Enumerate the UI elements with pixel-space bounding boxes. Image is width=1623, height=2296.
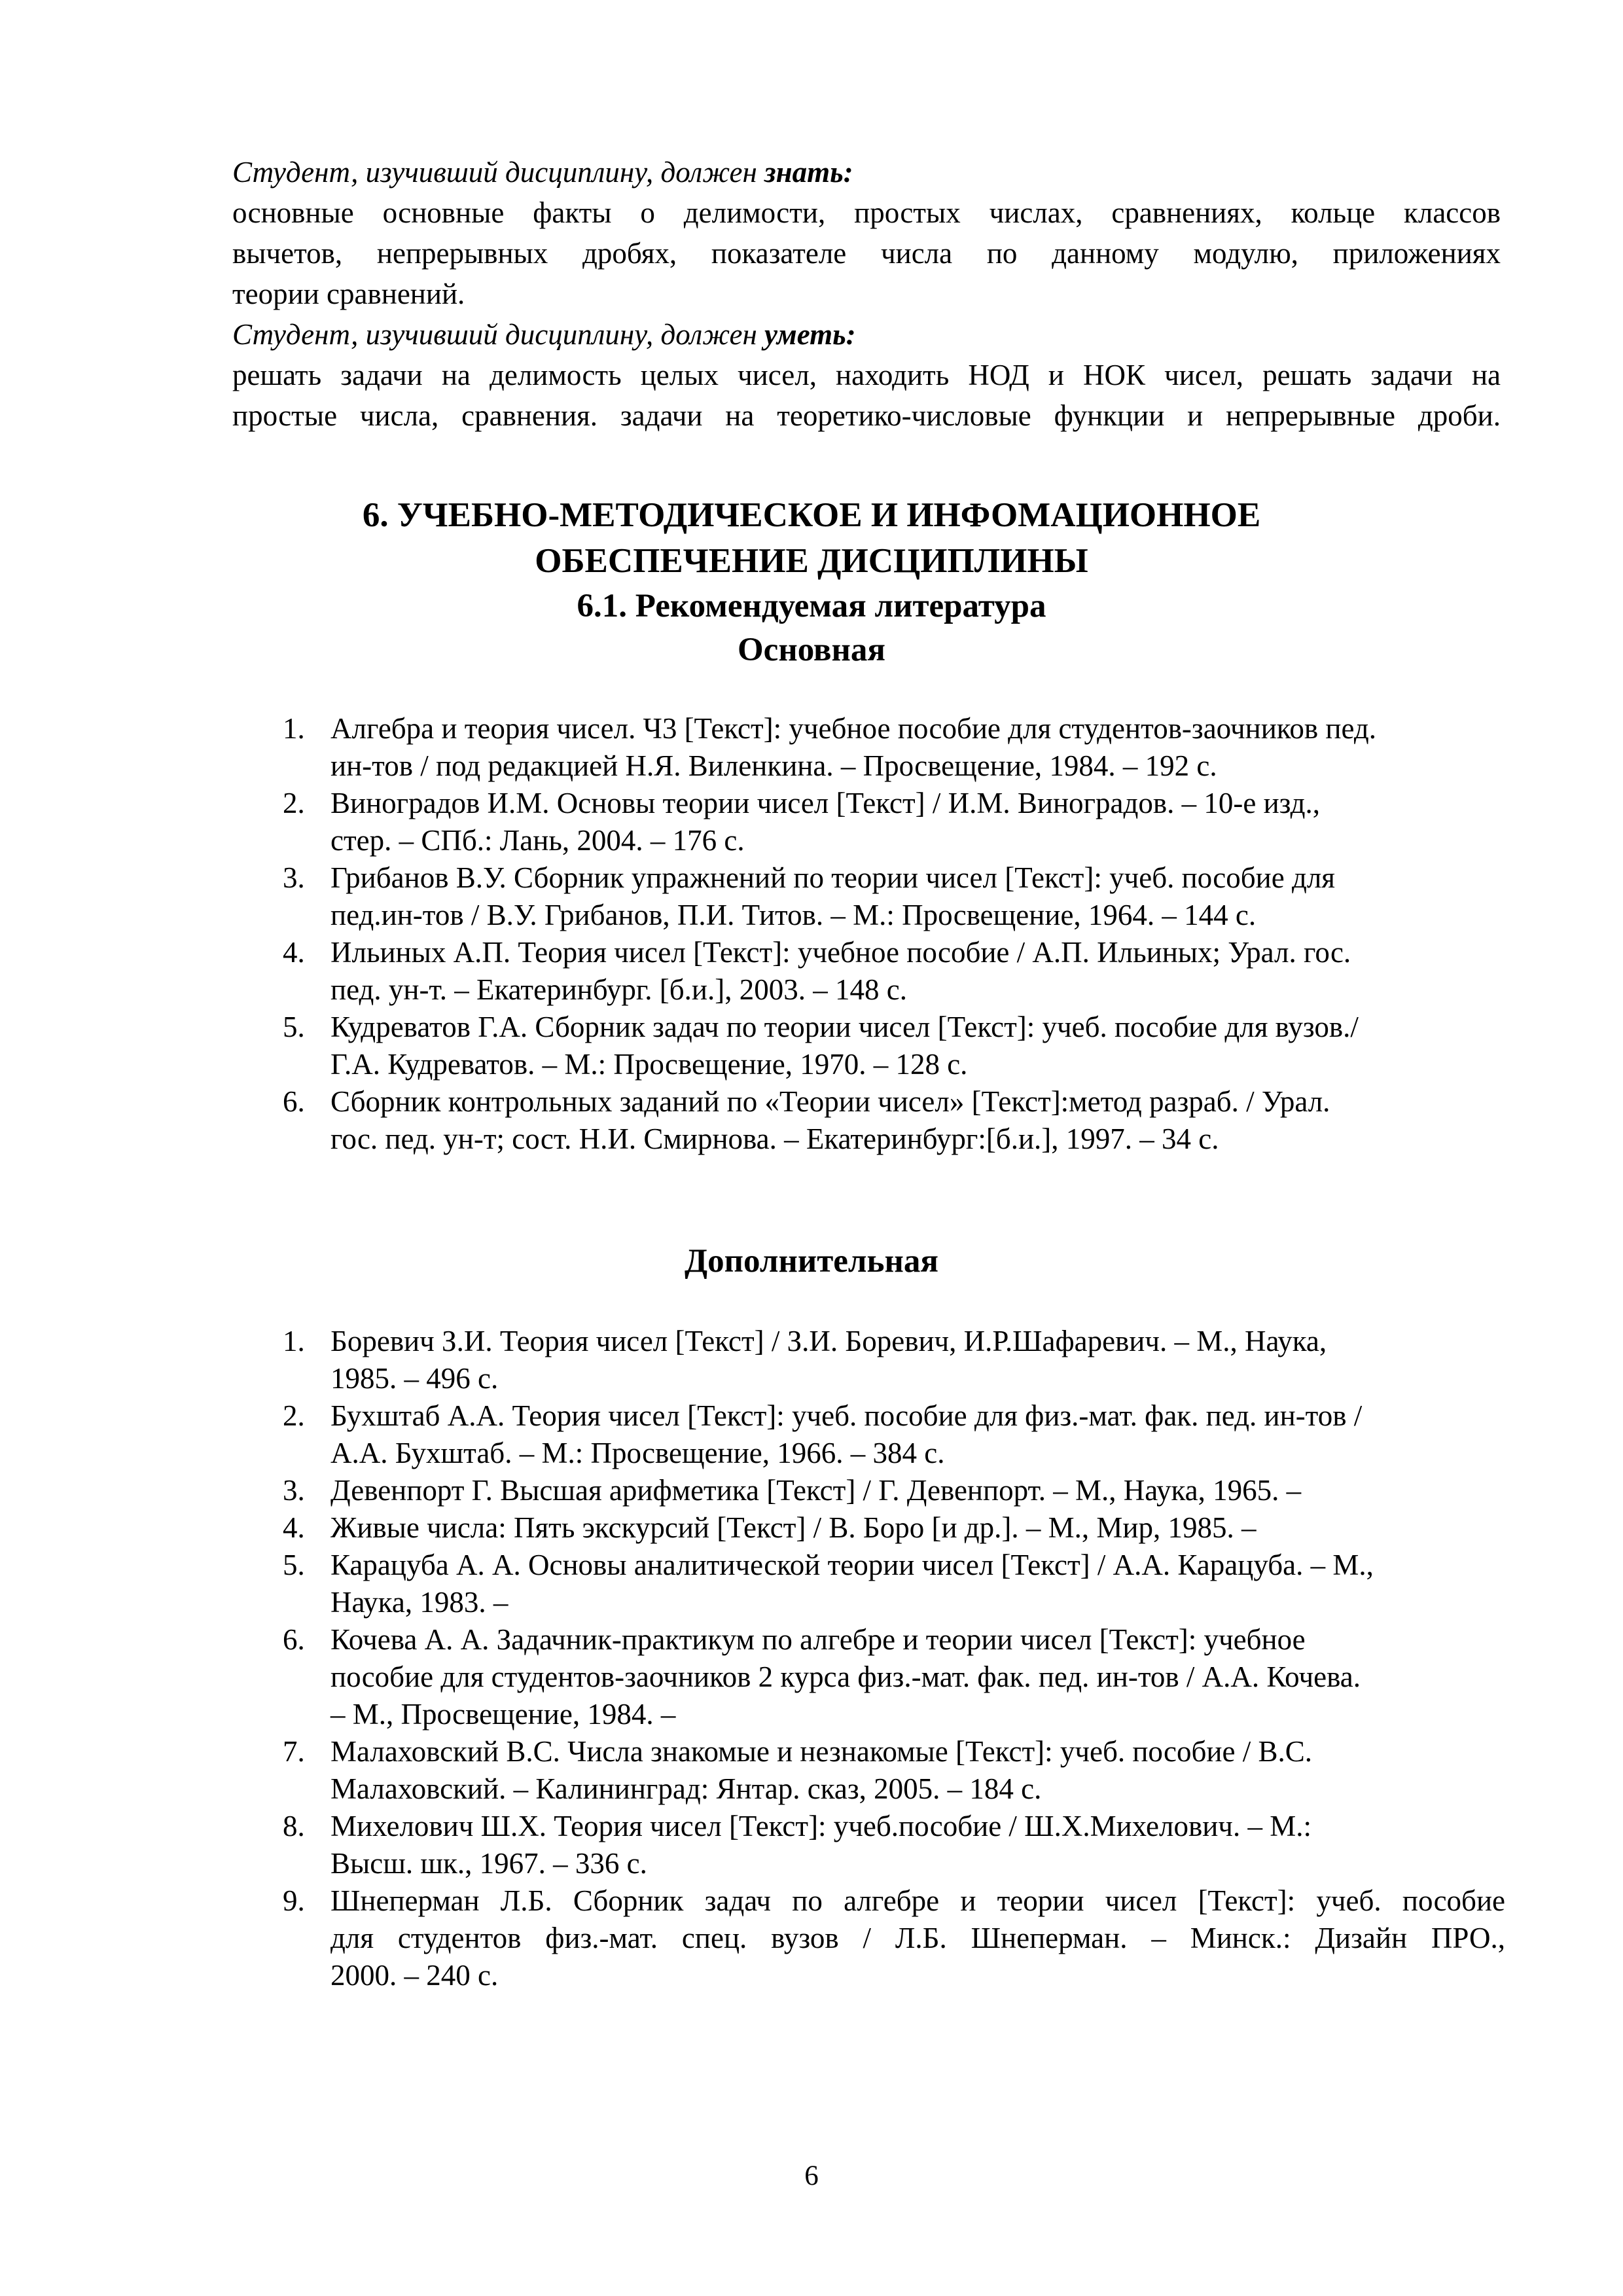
list-item-number: 2. <box>283 787 305 819</box>
list-item-number: 1. <box>283 1325 305 1357</box>
list-item-line: Живые числа: Пять экскурсий [Текст] / В. Боро [и др.]. – М., Мир, 1985. – <box>330 1511 1257 1544</box>
main-literature-heading: Основная <box>738 632 885 668</box>
list-item-number: 8. <box>283 1810 305 1842</box>
list-item-line: Г.А. Кудреватов. – М.: Просвещение, 1970. – 128 с. <box>330 1048 968 1081</box>
know-text-line-2: вычетов, непрерывных дробях, показателе числа по данному модулю, приложениях <box>232 237 1501 270</box>
can-text-line-2: простые числа, сравнения. задачи на теоретико-числовые функции и непрерывные дроби. <box>232 399 1501 432</box>
list-item-line: Высш. шк., 1967. – 336 с. <box>330 1847 647 1880</box>
list-item-line: Сборник контрольных заданий по «Теории чисел» [Текст]:метод разраб. / Урал. <box>330 1085 1330 1118</box>
list-item-line: Кочева А. А. Задачник-практикум по алгебре и теории чисел [Текст]: учебное <box>330 1623 1306 1656</box>
can-label-prefix: Студент, изучивший дисциплину, должен <box>232 318 765 351</box>
list-item-line: Кудреватов Г.А. Сборник задач по теории чисел [Текст]: учеб. пособие для вузов./ <box>330 1011 1359 1043</box>
list-item-line: Виноградов И.М. Основы теории чисел [Текст] / И.М. Виноградов. – 10-е изд., <box>330 787 1321 819</box>
list-item-line: Грибанов В.У. Сборник упражнений по теории чисел [Текст]: учеб. пособие для <box>330 861 1336 894</box>
list-item-line: Шнеперман Л.Б. Сборник задач по алгебре и теории чисел [Текст]: учеб. пособие <box>330 1884 1505 1917</box>
extra-literature-heading: Дополнительная <box>685 1243 938 1280</box>
list-item-line: Алгебра и теория чисел. Ч3 [Текст]: учебное пособие для студентов-заочников пед. <box>330 712 1376 745</box>
list-item-line: Девенпорт Г. Высшая арифметика [Текст] / Г. Девенпорт. – М., Наука, 1965. – <box>330 1474 1302 1507</box>
list-item-number: 4. <box>283 1511 305 1544</box>
list-item-line: Малаховский В.С. Числа знакомые и незнакомые [Текст]: учеб. пособие / В.С. <box>330 1735 1313 1768</box>
list-item-line: Бухштаб А.А. Теория чисел [Текст]: учеб. пособие для физ.-мат. фак. пед. ин-тов / <box>330 1399 1363 1432</box>
list-item-line: – М., Просвещение, 1984. – <box>330 1698 676 1731</box>
list-item-line: пед. ун-т. – Екатеринбург. [б.и.], 2003. – 148 с. <box>330 973 907 1006</box>
can-text-line-1: решать задачи на делимость целых чисел, находить НОД и НОК чисел, решать задачи на <box>232 359 1501 391</box>
list-item-number: 5. <box>283 1011 305 1043</box>
list-item-number: 6. <box>283 1623 305 1656</box>
know-text-line-3: теории сравнений. <box>232 278 465 310</box>
know-label-emph: знать: <box>764 156 853 188</box>
can-label-emph: уметь: <box>764 318 856 351</box>
list-item-line: Боревич З.И. Теория чисел [Текст] / З.И. Боревич, И.Р.Шафаревич. – М., Наука, <box>330 1325 1327 1357</box>
can-label <box>232 314 856 355</box>
list-item-number: 9. <box>283 1884 305 1917</box>
section-title-line-2: ОБЕСПЕЧЕНИЕ ДИСЦИПЛИНЫ <box>535 542 1088 580</box>
list-item-number: 5. <box>283 1549 305 1581</box>
know-text-line-1: основные основные факты о делимости, простых числах, сравнениях, кольце классов <box>232 196 1501 229</box>
list-item-number: 7. <box>283 1735 305 1768</box>
list-item-number: 3. <box>283 1474 305 1507</box>
section-title-line-1: 6. УЧЕБНО-МЕТОДИЧЕСКОЕ И ИНФОМАЦИОННОЕ <box>362 496 1261 534</box>
list-item-line: 1985. – 496 с. <box>330 1362 499 1395</box>
list-item-line: А.А. Бухштаб. – М.: Просвещение, 1966. – 384 с. <box>330 1437 945 1469</box>
list-item-number: 2. <box>283 1399 305 1432</box>
list-item-line: Михелович Ш.Х. Теория чисел [Текст]: учеб.пособие / Ш.Х.Михелович. – М.: <box>330 1810 1311 1842</box>
list-item-line: Малаховский. – Калининград: Янтар. сказ, 2005. – 184 с. <box>330 1772 1042 1805</box>
list-item-line: Карацуба А. А. Основы аналитической теории чисел [Текст] / А.А. Карацуба. – М., <box>330 1549 1374 1581</box>
list-item-line: 2000. – 240 с. <box>330 1959 499 1992</box>
list-item-line: стер. – СПб.: Лань, 2004. – 176 с. <box>330 824 745 857</box>
list-item-line: ин-тов / под редакцией Н.Я. Виленкина. – Просвещение, 1984. – 192 с. <box>330 749 1217 782</box>
list-item-line: гос. пед. ун-т; сост. Н.И. Смирнова. – Екатеринбург:[б.и.], 1997. – 34 с. <box>330 1122 1219 1155</box>
list-item-number: 1. <box>283 712 305 745</box>
section-subtitle: 6.1. Рекомендуемая литература <box>577 588 1046 624</box>
list-item-line: Ильиных А.П. Теория чисел [Текст]: учебное пособие / А.П. Ильиных; Урал. гос. <box>330 936 1351 969</box>
list-item-line: Наука, 1983. – <box>330 1586 508 1619</box>
list-item-number: 4. <box>283 936 305 969</box>
list-item-line: пособие для студентов-заочников 2 курса физ.-мат. фак. пед. ин-тов / А.А. Кочева. <box>330 1660 1361 1693</box>
list-item-line: пед.ин-тов / В.У. Грибанов, П.И. Титов. – М.: Просвещение, 1964. – 144 с. <box>330 899 1257 931</box>
know-label-prefix: Студент, изучивший дисциплину, должен <box>232 156 765 188</box>
know-label <box>232 152 853 192</box>
list-item-line: для студентов физ.-мат. спец. вузов / Л.Б. Шнеперман. – Минск.: Дизайн ПРО., <box>330 1922 1505 1954</box>
list-item-number: 3. <box>283 861 305 894</box>
page-number: 6 <box>804 2161 819 2191</box>
list-item-number: 6. <box>283 1085 305 1118</box>
